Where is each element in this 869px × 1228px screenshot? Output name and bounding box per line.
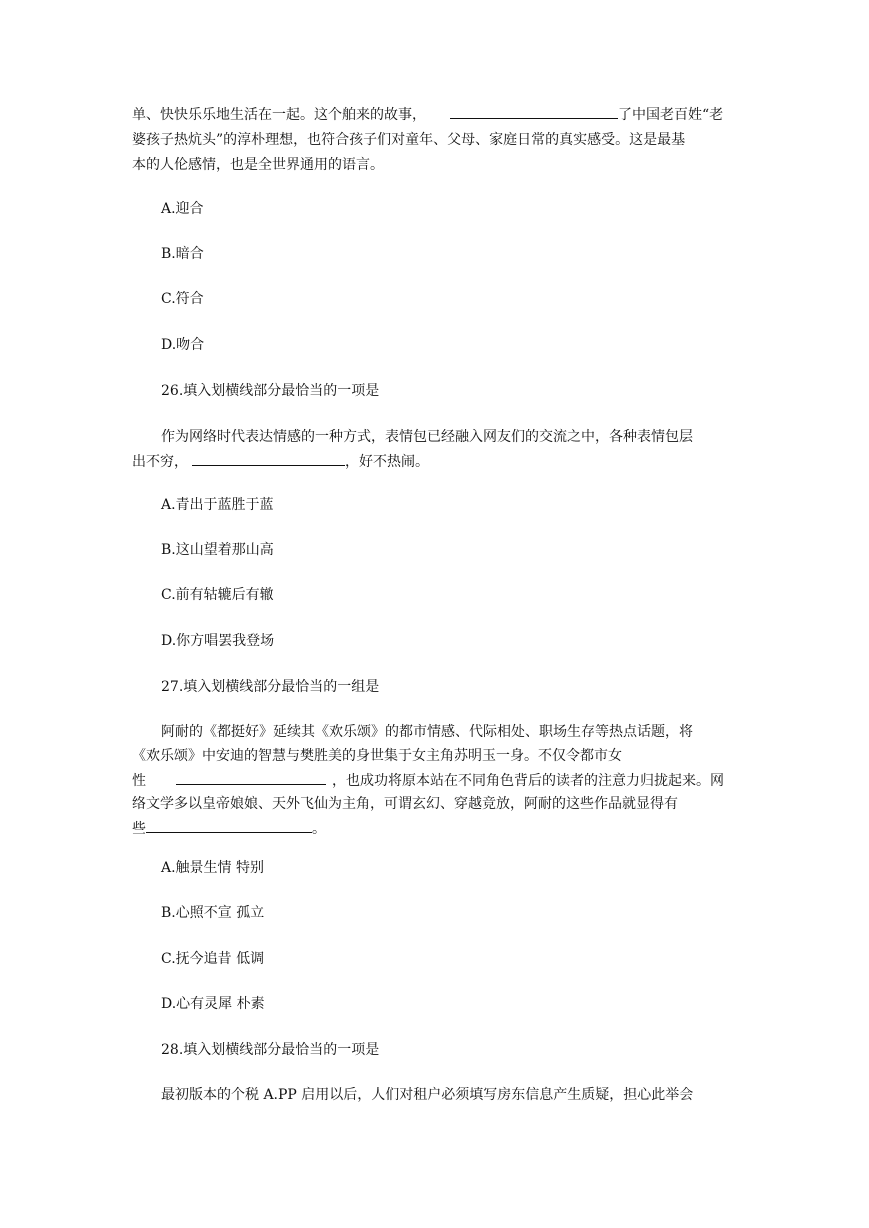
q25-passage-line-3: 本的人伦感情，也是全世界通用的语言。 [132,157,384,173]
q28-passage-line-1: 最初版本的个税 A.PP 启用以后，人们对租户必须填写房东信息产生质疑，担心此举会 [161,1087,694,1103]
q27-option-b: B.心照不宣 孤立 [161,905,265,921]
q27-answer-blank-1 [176,770,326,785]
q26-option-d: D.你方唱罢我登场 [161,633,275,649]
q26-option-b: B.这山望着那山高 [161,542,274,558]
q27-passage-line-4: 络文学多以皇帝娘娘、天外飞仙为主角，可谓玄幻、穿越竞放，阿耐的这些作品就显得有 [132,796,678,812]
q27-passage-line-5 [132,818,326,839]
q27-passage-line-1: 阿耐的《都挺好》延续其《欢乐颂》的都市情感、代际相处、职场生存等热点话题，将 [161,724,693,740]
q25-answer-blank [450,104,618,119]
q26-text-before-blank: 出不穷， [132,454,188,470]
q27-option-c: C.抚今追昔 低调 [161,951,265,967]
q25-option-b: B.暗合 [161,246,204,262]
q25-text-before-blank: 单、快快乐乐地生活在一起。这个舶来的故事， [132,107,426,123]
q25-passage-line-2: 婆孩子热炕头”的淳朴理想，也符合孩子们对童年、父母、家庭日常的真实感受。这是最基 [132,132,686,148]
q27-option-d: D.心有灵犀 朴素 [161,996,265,1012]
q26-option-c: C.前有轱辘后有辙 [161,587,274,603]
q27-text-before-blank-1: 性 [132,773,146,789]
q27-passage-line-3 [132,770,724,791]
q28-question: 28.填入划横线部分最恰当的一项是 [161,1042,380,1058]
q27-passage-line-2: 《欢乐颂》中安迪的智慧与樊胜美的身世集于女主角苏明玉一身。不仅令都市女 [132,748,622,764]
q26-question: 26.填入划横线部分最恰当的一项是 [161,383,380,399]
q25-passage-line-1 [132,104,723,125]
q27-question: 27.填入划横线部分最恰当的一组是 [161,679,380,695]
q27-text-before-blank-2: 些 [132,821,146,837]
q25-option-c: C.符合 [161,291,204,307]
q25-text-after-blank: 了中国老百姓“老 [618,107,724,123]
q27-text-after-blank-2: 。 [312,821,326,837]
q26-option-a: A.青出于蓝胜于蓝 [161,497,274,513]
q26-passage-line-2 [132,451,429,472]
q26-answer-blank [192,451,345,466]
q27-answer-blank-2 [146,818,312,833]
q26-passage-line-1: 作为网络时代表达情感的一种方式，表情包已经融入网友们的交流之中，各种表情包层 [161,429,693,445]
q26-text-after-blank: ，好不热闹。 [345,454,429,470]
q27-text-after-blank-1: ，也成功将原本站在不同角色背后的读者的注意力归拢起来。网 [332,773,724,789]
q27-option-a: A.触景生情 特别 [161,860,265,876]
q25-option-d: D.吻合 [161,337,205,353]
q25-option-a: A.迎合 [161,201,204,217]
